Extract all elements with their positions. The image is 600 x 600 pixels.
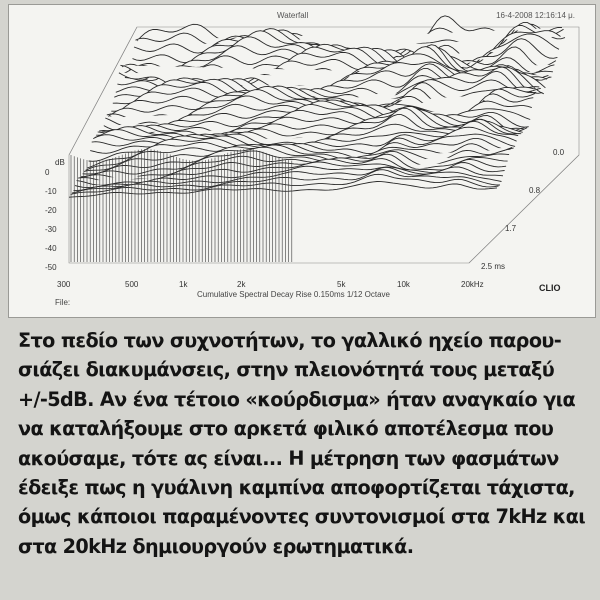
y-axis-unit: dB [55, 158, 65, 167]
time-tick-label: 0.8 [529, 186, 541, 195]
caption-line: έδειξε πως η γυάλινη καμπίνα αποφορτίζεται τάχιστα, [18, 476, 575, 500]
x-tick-label: 500 [125, 280, 139, 289]
clio-brand: CLIO [539, 283, 561, 293]
x-tick-label: 300 [57, 280, 71, 289]
x-tick-label: 5k [337, 280, 346, 289]
file-label: File: [55, 298, 71, 307]
time-tick-label: 0.0 [553, 148, 565, 157]
time-tick-label: 2.5 ms [481, 262, 506, 271]
caption-line: όμως κάποιοι παραμένοντες συντονισμοί στα 7kHz και [18, 505, 586, 529]
caption-line: Στο πεδίο των συχνοτήτων, το γαλλικό ηχείο παρου- [18, 329, 562, 352]
caption-line: +/-5dB. Αν ένα τέτοιο «κούρδισμα» ήταν αναγκαίο για [18, 387, 576, 411]
y-tick-label: -10 [45, 187, 57, 196]
y-tick-label: -50 [45, 263, 57, 272]
waterfall-plot [9, 5, 595, 317]
y-tick-label: 0 [45, 168, 50, 177]
figure-title: Waterfall [277, 11, 309, 20]
x-tick-label: 10k [397, 280, 410, 289]
caption-line: σιάζει διακυμάνσεις, στην πλειονότητά τους μεταξύ [18, 358, 555, 382]
x-tick-label: 20kHz [461, 280, 484, 289]
y-tick-label: -20 [45, 206, 57, 215]
caption-line: ακούσαμε, τότε ας είναι... Η μέτρηση των φασμάτων [18, 446, 559, 470]
figure-footer: Cumulative Spectral Decay Rise 0.150ms 1/12 Octave [197, 290, 390, 299]
x-tick-label: 1k [179, 280, 188, 289]
y-tick-label: -40 [45, 244, 57, 253]
caption-line: να καταλήξουμε στο αρκετά φιλικό αποτέλεσμα που [18, 417, 554, 441]
caption-line: στα 20kHz δημιουργούν ερωτηματικά. [18, 534, 414, 558]
figure-timestamp: 16-4-2008 12:16:14 μ. [496, 11, 575, 20]
caption-text [18, 326, 592, 561]
y-tick-label: -30 [45, 225, 57, 234]
waterfall-curves [69, 16, 565, 262]
waterfall-figure [8, 4, 596, 318]
time-tick-label: 1.7 [505, 224, 517, 233]
x-tick-label: 2k [237, 280, 246, 289]
